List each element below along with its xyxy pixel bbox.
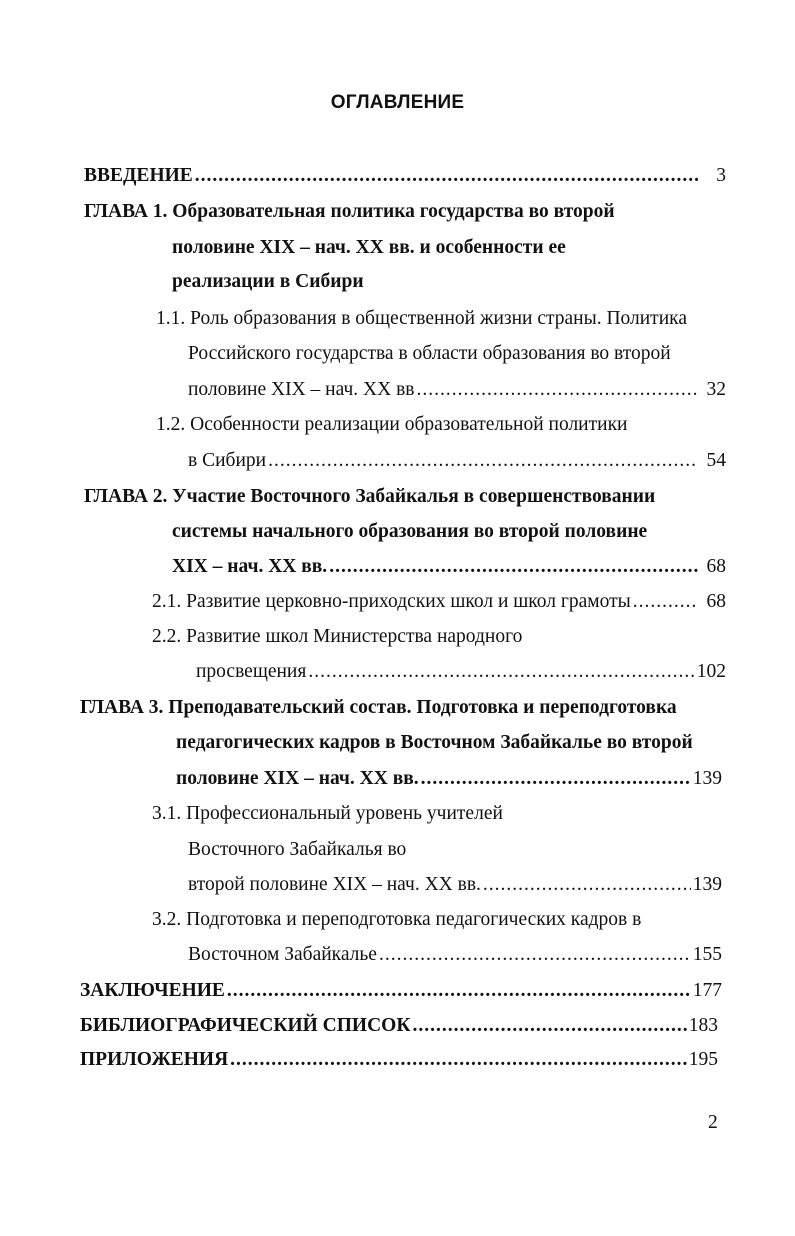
toc-section-1-1-line1: 1.1. Роль образования в общественной жизни страны. Политика bbox=[156, 308, 687, 329]
leader-dots bbox=[329, 555, 698, 579]
toc-page: 3 bbox=[716, 165, 726, 186]
toc-section-2-1 bbox=[152, 590, 726, 614]
toc-section-3-2 bbox=[188, 943, 722, 967]
leader-dots bbox=[379, 943, 691, 967]
toc-label: 2.1. Развитие церковно-приходских школ и школ грамоты bbox=[152, 591, 631, 612]
toc-page: 32 bbox=[706, 379, 726, 400]
leader-dots bbox=[633, 590, 698, 614]
toc-label: половине XIX – нач. XX вв bbox=[188, 379, 415, 400]
toc-chapter-3-line1: ГЛАВА 3. Преподавательский состав. Подготовка и переподготовка bbox=[80, 697, 677, 718]
toc-label: ЗАКЛЮЧЕНИЕ bbox=[80, 980, 225, 1001]
toc-page: 139 bbox=[692, 874, 722, 895]
leader-dots bbox=[421, 767, 691, 791]
toc-label: второй половине XIX – нач. XX вв. bbox=[188, 874, 481, 895]
toc-page: 177 bbox=[692, 980, 722, 1001]
toc-label: ВВЕДЕНИЕ bbox=[84, 165, 193, 186]
toc-page: 68 bbox=[706, 556, 726, 577]
leader-dots bbox=[412, 1014, 686, 1038]
leader-dots bbox=[230, 1048, 687, 1072]
leader-dots bbox=[308, 660, 694, 684]
page-number: 2 bbox=[708, 1112, 718, 1133]
toc-section-1-1-line2: Российского государства в области образования во второй bbox=[188, 343, 671, 364]
toc-section-3-1-line1: 3.1. Профессиональный уровень учителей bbox=[152, 803, 503, 824]
toc-section-3-1-line2: Восточного Забайкалья во bbox=[188, 839, 407, 860]
toc-page: 102 bbox=[696, 661, 726, 682]
toc-section-1-2 bbox=[188, 449, 726, 473]
toc-chapter-3 bbox=[176, 767, 722, 791]
toc-chapter-1-line1: ГЛАВА 1. Образовательная политика государства во второй bbox=[84, 201, 615, 222]
leader-dots bbox=[268, 449, 698, 473]
toc-label: БИБЛИОГРАФИЧЕСКИЙ СПИСОК bbox=[80, 1015, 411, 1036]
toc-chapter-1-line3: реализации в Сибири bbox=[172, 271, 364, 292]
toc-section-1-1 bbox=[188, 378, 726, 402]
toc-label: половине XIX – нач. XX вв. bbox=[176, 768, 419, 789]
toc-section-2-2-line1: 2.2. Развитие школ Министерства народного bbox=[152, 626, 523, 647]
toc-chapter-2 bbox=[172, 555, 726, 579]
leader-dots bbox=[483, 873, 691, 897]
toc-section-3-2-line1: 3.2. Подготовка и переподготовка педагогических кадров в bbox=[152, 909, 642, 930]
toc-chapter-2-line2: системы начального образования во второй половине bbox=[172, 521, 648, 542]
toc-page: 195 bbox=[688, 1049, 718, 1070]
page-title: ОГЛАВЛЕНИЕ bbox=[330, 92, 465, 113]
toc-section-3-1 bbox=[188, 873, 722, 897]
toc-chapter-2-line1: ГЛАВА 2. Участие Восточного Забайкалья в совершенствовании bbox=[84, 486, 656, 507]
toc-label: ПРИЛОЖЕНИЯ bbox=[80, 1049, 229, 1070]
toc-section-2-2 bbox=[196, 660, 726, 684]
toc-label: в Сибири bbox=[188, 450, 267, 471]
toc-label: XIX – нач. XX вв. bbox=[172, 556, 328, 577]
toc-chapter-3-line2: педагогических кадров в Восточном Забайкалье во второй bbox=[176, 732, 693, 753]
toc-entry-appendices bbox=[80, 1048, 718, 1072]
leader-dots bbox=[227, 979, 691, 1003]
leader-dots bbox=[417, 378, 699, 402]
toc-entry-bibliography bbox=[80, 1014, 718, 1038]
toc-entry-intro bbox=[84, 164, 726, 188]
toc-page: 183 bbox=[688, 1015, 718, 1036]
toc-section-1-2-line1: 1.2. Особенности реализации образовательной политики bbox=[156, 414, 628, 435]
toc-page: 155 bbox=[692, 944, 722, 965]
toc-page: 139 bbox=[692, 768, 722, 789]
toc-label: Восточном Забайкалье bbox=[188, 944, 377, 965]
toc-chapter-1-line2: половине XIX – нач. XX вв. и особенности ее bbox=[172, 237, 566, 258]
toc-entry-conclusion bbox=[80, 979, 722, 1003]
toc-page: 54 bbox=[706, 450, 726, 471]
toc-label: просвещения bbox=[196, 661, 307, 682]
toc-page: 68 bbox=[706, 591, 726, 612]
leader-dots bbox=[195, 164, 698, 188]
